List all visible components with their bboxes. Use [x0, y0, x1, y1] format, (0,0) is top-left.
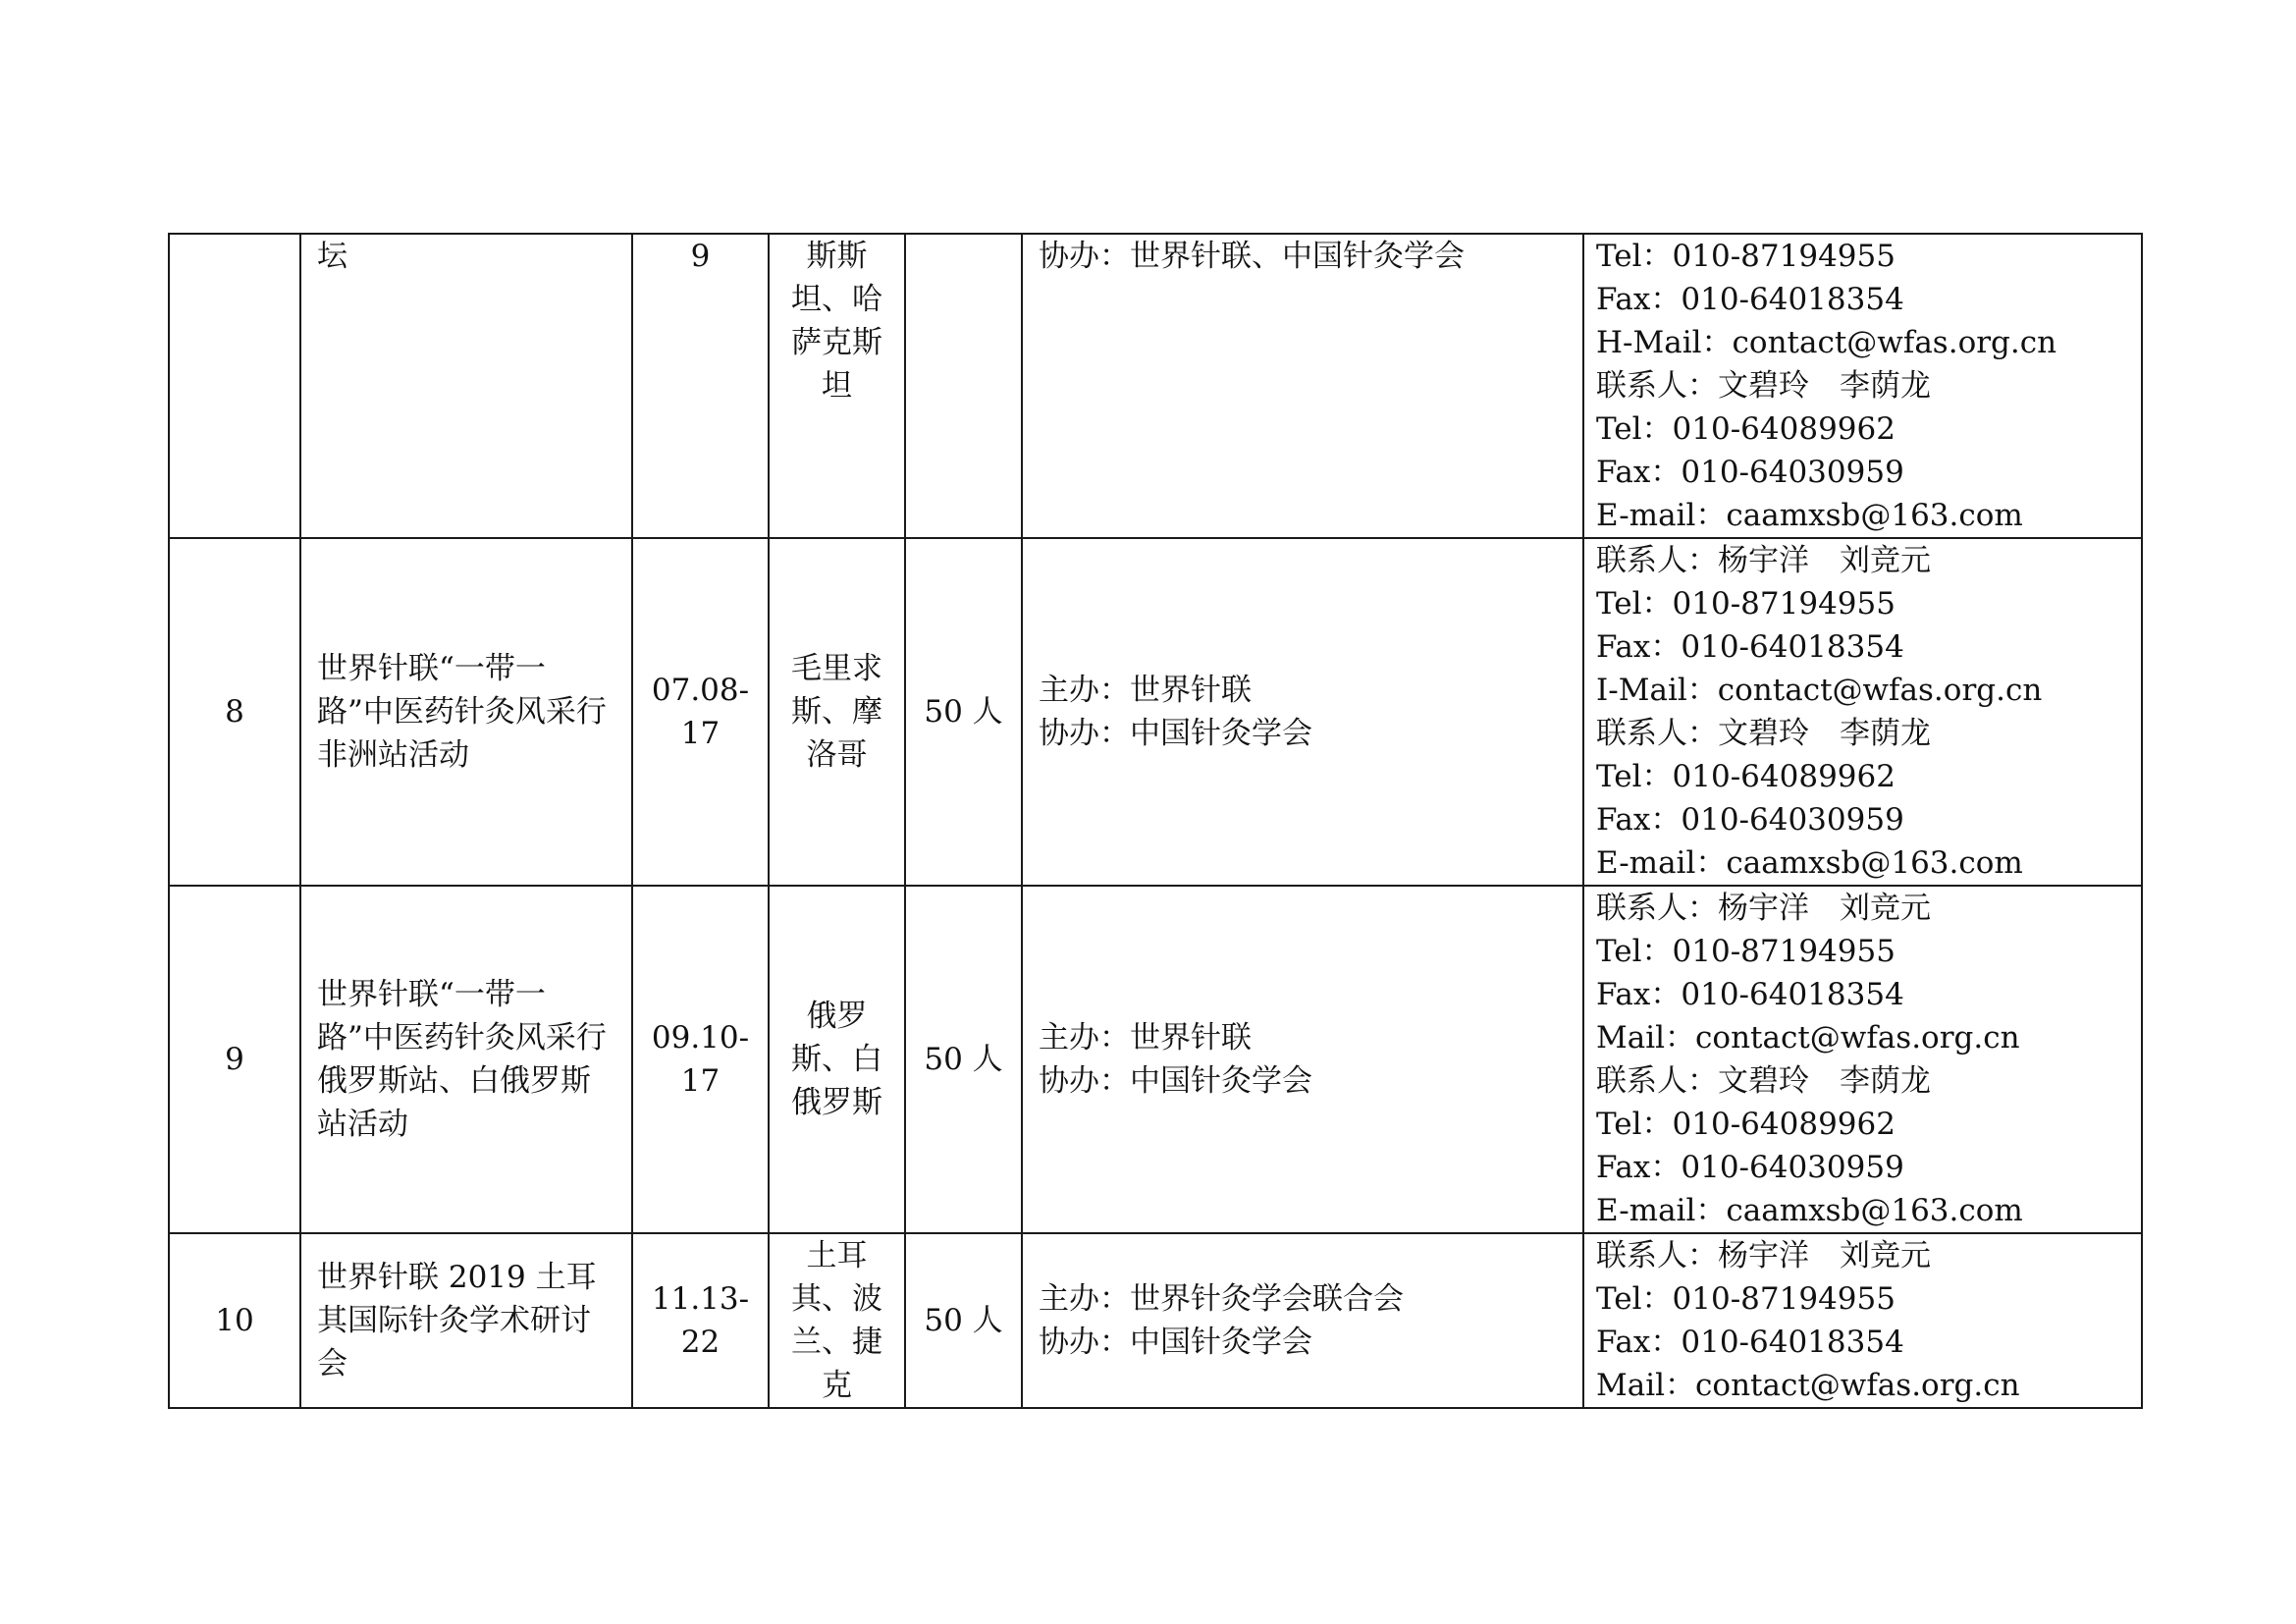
contact-fax: Fax：010-64018354	[1596, 282, 1904, 317]
contact-tel: Tel：010-64089962	[1596, 411, 1896, 447]
contact-tel: Tel：010-87194955	[1596, 586, 1896, 622]
contact-person: 联系人：文碧玲 李荫龙	[1596, 368, 1931, 404]
activity-table	[168, 233, 2143, 1409]
contact-person: 联系人：文碧玲 李荫龙	[1596, 716, 1931, 751]
organizer-cell	[1022, 1233, 1583, 1408]
organizer-line: 协办：世界针联、中国针灸学会	[1039, 239, 1465, 274]
contact-person: 联系人：杨宇洋 刘竞元	[1596, 891, 1931, 926]
table-row	[169, 538, 2142, 886]
row-number-cell: 8	[169, 538, 300, 886]
contact-cell	[1583, 538, 2142, 886]
organizer-cell	[1022, 538, 1583, 886]
contact-email-link[interactable]: E-mail：caamxsb@163.com	[1596, 498, 2023, 533]
contact-email-link[interactable]: I-Mail：contact@wfas.org.cn	[1596, 673, 2043, 708]
location-cell: 毛里求斯、摩洛哥	[769, 538, 905, 886]
contact-fax: Fax：010-64018354	[1596, 977, 1904, 1012]
organizer-cell	[1022, 886, 1583, 1233]
participants-cell	[905, 234, 1022, 538]
co-organizer-line: 协办：中国针灸学会	[1039, 716, 1312, 751]
contact-cell	[1583, 234, 2142, 538]
contact-email-link[interactable]: E-mail：caamxsb@163.com	[1596, 845, 2023, 881]
organizer-line: 主办：世界针联	[1039, 1020, 1252, 1056]
contact-email-link[interactable]: E-mail：caamxsb@163.com	[1596, 1193, 2023, 1228]
organizer-line: 主办：世界针灸学会联合会	[1039, 1281, 1404, 1317]
co-organizer-line: 协办：中国针灸学会	[1039, 1063, 1312, 1099]
contact-email-link[interactable]: Mail：contact@wfas.org.cn	[1596, 1368, 2020, 1403]
location-cell: 斯斯坦、哈萨克斯坦	[769, 234, 905, 538]
table-row	[169, 234, 2142, 538]
organizer-cell	[1022, 234, 1583, 538]
row-number-cell	[169, 234, 300, 538]
contact-person: 联系人：文碧玲 李荫龙	[1596, 1063, 1931, 1099]
date-cell: 07.08-17	[632, 538, 769, 886]
location-cell: 土耳其、波兰、捷克	[769, 1233, 905, 1408]
contact-fax: Fax：010-64030959	[1596, 802, 1904, 838]
participants-cell: 50 人	[905, 538, 1022, 886]
contact-tel: Tel：010-87194955	[1596, 934, 1896, 969]
contact-fax: Fax：010-64018354	[1596, 629, 1904, 665]
date-cell: 11.13-22	[632, 1233, 769, 1408]
contact-tel: Tel：010-87194955	[1596, 239, 1896, 274]
table-row	[169, 886, 2142, 1233]
contact-fax: Fax：010-64030959	[1596, 455, 1904, 490]
row-number-cell: 9	[169, 886, 300, 1233]
participants-cell: 50 人	[905, 886, 1022, 1233]
contact-fax: Fax：010-64030959	[1596, 1150, 1904, 1185]
contact-email-link[interactable]: Mail：contact@wfas.org.cn	[1596, 1020, 2020, 1056]
co-organizer-line: 协办：中国针灸学会	[1039, 1325, 1312, 1360]
table-row	[169, 1233, 2142, 1408]
contact-tel: Tel：010-87194955	[1596, 1281, 1896, 1317]
activity-name-cell: 世界针联“一带一路”中医药针灸风采行非洲站活动	[300, 538, 632, 886]
contact-tel: Tel：010-64089962	[1596, 759, 1896, 794]
contact-person: 联系人：杨宇洋 刘竞元	[1596, 1238, 1931, 1273]
participants-cell: 50 人	[905, 1233, 1022, 1408]
date-cell: 9	[632, 234, 769, 538]
contact-person: 联系人：杨宇洋 刘竞元	[1596, 543, 1931, 578]
activity-name-cell: 世界针联“一带一路”中医药针灸风采行俄罗斯站、白俄罗斯站活动	[300, 886, 632, 1233]
location-cell: 俄罗斯、白俄罗斯	[769, 886, 905, 1233]
activity-name-cell: 世界针联 2019 土耳其国际针灸学术研讨会	[300, 1233, 632, 1408]
row-number-cell: 10	[169, 1233, 300, 1408]
date-cell: 09.10-17	[632, 886, 769, 1233]
contact-cell	[1583, 1233, 2142, 1408]
contact-cell	[1583, 886, 2142, 1233]
contact-tel: Tel：010-64089962	[1596, 1107, 1896, 1142]
contact-fax: Fax：010-64018354	[1596, 1325, 1904, 1360]
activity-name-cell: 坛	[300, 234, 632, 538]
contact-email-link[interactable]: H-Mail：contact@wfas.org.cn	[1596, 325, 2057, 360]
organizer-line: 主办：世界针联	[1039, 673, 1252, 708]
